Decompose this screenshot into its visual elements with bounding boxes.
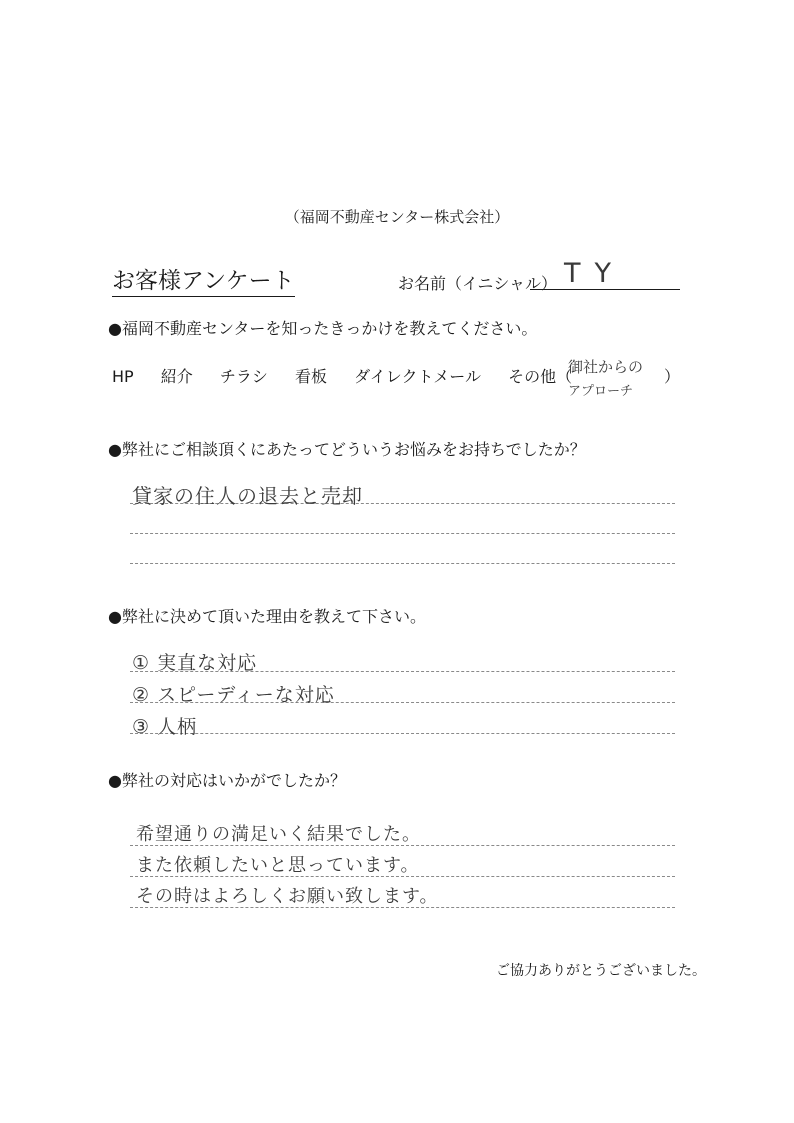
question-2: ●弊社にご相談頂くにあたってどういうお悩みをお持ちでしたか？ [108, 440, 586, 459]
option-referral: 紹介 [160, 367, 193, 386]
company-name: （福岡不動産センター株式会社） [284, 208, 510, 226]
option-flyer: チラシ [219, 367, 268, 386]
reason-3: ③ 人柄 [132, 716, 198, 738]
other-close-paren: ） [664, 367, 681, 386]
other-answer-line-1: 御社からの [568, 358, 644, 376]
other-answer-line-2: アプローチ [568, 384, 634, 399]
question-1: ●福岡不動産センターを知ったきっかけを教えてください。 [108, 319, 538, 338]
option-hp: HP [112, 367, 134, 386]
name-value: TY [564, 258, 625, 289]
option-other: その他（ [508, 367, 573, 386]
question-4: ●弊社の対応はいかがでしたか？ [108, 771, 346, 790]
answer-rule [130, 563, 675, 564]
q1-options [112, 364, 572, 387]
answer-rule [130, 733, 675, 734]
option-direct-mail: ダイレクトメール [354, 367, 481, 386]
name-label: お名前（イニシャル） [398, 274, 558, 293]
q4-answer-line-3: その時はよろしくお願い致します。 [136, 886, 439, 907]
name-underline [530, 289, 680, 290]
reason-1: ① 実直な対応 [132, 652, 258, 674]
thanks-message: ご協力ありがとうございました。 [496, 963, 706, 979]
form-title: お客様アンケート [112, 262, 295, 297]
question-3: ●弊社に決めて頂いた理由を教えて下さい。 [108, 607, 426, 626]
q4-answer-line-2: また依頼したいと思っています。 [136, 855, 420, 876]
q4-answer-line-1: 希望通りの満足いく結果でした。 [136, 824, 421, 845]
reason-2: ② スピーディーな対応 [132, 684, 335, 706]
answer-rule [130, 533, 675, 534]
option-signboard: 看板 [295, 367, 328, 386]
q2-answer: 貸家の住人の退去と売却 [132, 484, 363, 508]
